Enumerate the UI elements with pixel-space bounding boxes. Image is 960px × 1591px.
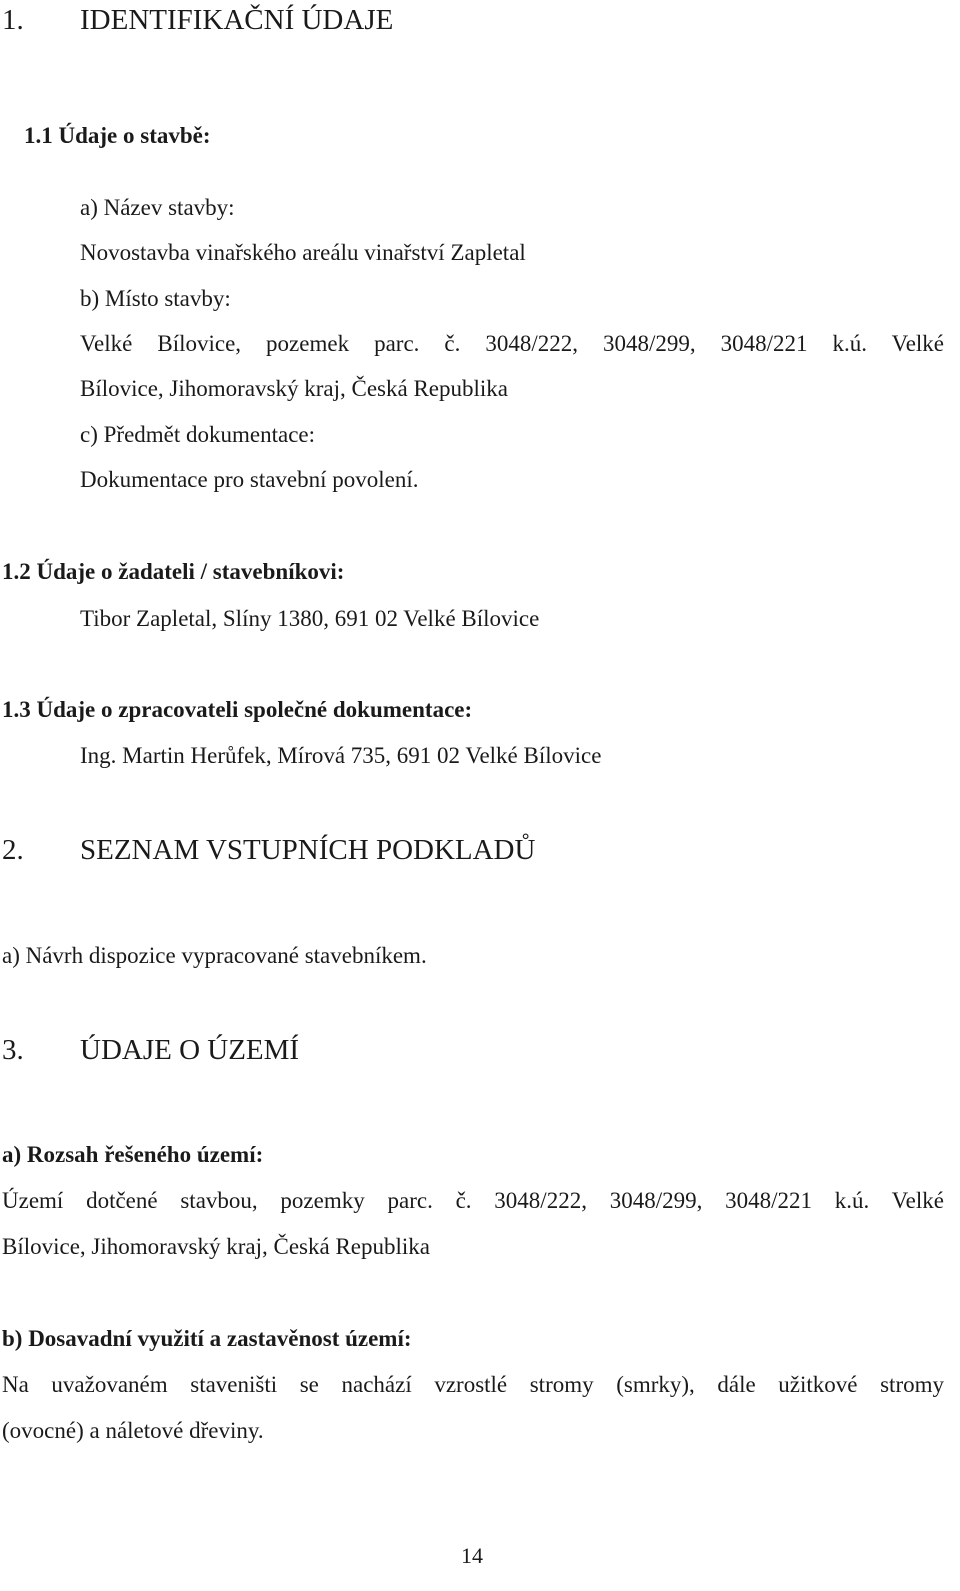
applicant-value: Tibor Zapletal, Slíny 1380, 691 02 Velké Bílovice [80, 606, 540, 631]
area-scope-line1: Území dotčené stavbou, pozemky parc. č. 3048/222, 3048/299, 3048/221 k.ú. Velké [2, 1188, 944, 1213]
area-scope-heading: a) Rozsah řešeného území: [2, 1142, 264, 1167]
section-3-title: ÚDAJE O ÚZEMÍ [80, 1034, 300, 1066]
page-number: 14 [461, 1543, 483, 1568]
documentation-author-value: Ing. Martin Herůfek, Mírová 735, 691 02 Velké Bílovice [80, 743, 602, 768]
section-2-title: SEZNAM VSTUPNÍCH PODKLADŮ [80, 834, 536, 866]
previous-use-line1: Na uvažovaném staveništi se nachází vzrostlé stromy (smrky), dále užitkové stromy [2, 1372, 944, 1397]
section-1-number: 1. [2, 4, 24, 36]
area-scope-line2: Bílovice, Jihomoravský kraj, Česká Republika [2, 1234, 430, 1259]
subsection-1-1-heading: 1.1 Údaje o stavbě: [24, 123, 211, 148]
previous-use-heading: b) Dosavadní využití a zastavěnost území: [2, 1326, 412, 1351]
documentation-subject-value: Dokumentace pro stavební povolení. [80, 467, 419, 492]
input-documents-item-a: a) Návrh dispozice vypracované stavebníkem. [2, 943, 427, 968]
section-1-title: IDENTIFIKAČNÍ ÚDAJE [80, 4, 394, 36]
subsection-1-3-heading: 1.3 Údaje o zpracovateli společné dokumentace: [2, 697, 473, 722]
building-location-value-line2: Bílovice, Jihomoravský kraj, Česká Republika [80, 376, 508, 401]
subsection-1-2-heading: 1.2 Údaje o žadateli / stavebníkovi: [2, 559, 345, 584]
building-name-value: Novostavba vinařského areálu vinařství Zapletal [80, 240, 526, 265]
section-2-number: 2. [2, 834, 24, 866]
previous-use-line2: (ovocné) a náletové dřeviny. [2, 1418, 264, 1443]
documentation-subject-label: c) Předmět dokumentace: [80, 422, 316, 447]
building-location-value-line1: Velké Bílovice, pozemek parc. č. 3048/222, 3048/299, 3048/221 k.ú. Velké [80, 331, 944, 356]
building-name-label: a) Název stavby: [80, 195, 235, 220]
section-3-number: 3. [2, 1034, 24, 1066]
building-location-label: b) Místo stavby: [80, 286, 231, 311]
